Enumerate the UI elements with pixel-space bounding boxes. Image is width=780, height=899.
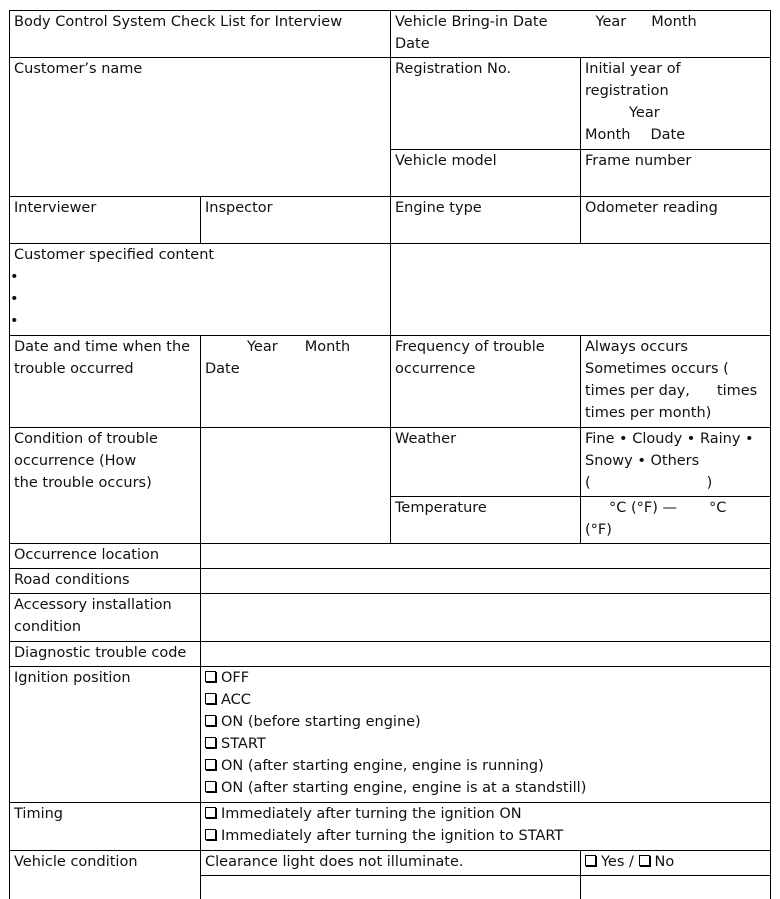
vertical-rule: [580, 850, 581, 899]
interview-checklist-form: [9, 10, 771, 899]
ignition-option[interactable]: START: [205, 733, 766, 755]
customer-name-label: Customer’s name: [14, 61, 143, 77]
horizontal-rule: [9, 850, 771, 851]
interviewer-label: Interviewer: [14, 200, 97, 216]
horizontal-rule: [9, 641, 771, 642]
temperature-to-f: (°F): [585, 522, 612, 538]
trouble-date-label: Date and time when the trouble occurred: [14, 339, 191, 377]
timing-options-cell: [200, 802, 771, 850]
no-label: No: [654, 854, 675, 870]
checkbox-icon[interactable]: [205, 715, 216, 726]
checkbox-icon[interactable]: [205, 807, 216, 818]
temperature-to: °C: [709, 500, 727, 516]
timing-option[interactable]: Immediately after turning the ignition to START: [205, 825, 766, 847]
checkbox-icon[interactable]: [205, 737, 216, 748]
interviewer-cell[interactable]: [9, 196, 200, 243]
ignition-option[interactable]: ACC: [205, 689, 766, 711]
accessory-label-cell: [9, 593, 200, 641]
bring-in-month-label: Month: [651, 14, 697, 30]
trouble-month-label: Month: [304, 339, 351, 355]
horizontal-rule: [9, 802, 771, 803]
temperature-from: °C (°F) —: [609, 500, 677, 516]
vehicle-condition-answer-cell: [580, 850, 771, 875]
bring-in-date-cell[interactable]: [390, 10, 771, 57]
ignition-options-cell: [200, 666, 771, 802]
vehicle-condition-answer-cell-2[interactable]: [580, 875, 771, 899]
ignition-label-cell: [9, 666, 200, 802]
initial-registration-month: Month: [585, 127, 631, 143]
vertical-rule: [770, 10, 771, 899]
frequency-label: Frequency of trouble occurrence: [395, 339, 545, 377]
trouble-date-cell[interactable]: [200, 335, 390, 427]
weather-options: Fine • Cloudy • Rainy • Snowy • Others: [585, 431, 754, 469]
vertical-rule: [390, 10, 391, 543]
engine-type-cell[interactable]: [390, 196, 580, 243]
yes-label: Yes /: [601, 854, 634, 870]
registration-no-cell[interactable]: [390, 57, 580, 149]
occurrence-location-label: Occurrence location: [14, 547, 160, 563]
temperature-label: Temperature: [395, 500, 487, 516]
bring-in-year-label: Year: [595, 14, 627, 30]
vehicle-model-label: Vehicle model: [395, 153, 497, 169]
ignition-option[interactable]: ON (after starting engine, engine is at a standstill): [205, 777, 766, 799]
odometer-label: Odometer reading: [585, 200, 718, 216]
horizontal-rule: [9, 666, 771, 667]
form-title-cell: [9, 10, 390, 57]
trouble-day-label: Date: [205, 361, 240, 377]
trouble-date-label-cell: [9, 335, 200, 427]
checkbox-icon[interactable]: [205, 759, 216, 770]
vehicle-condition-label-cell: [9, 850, 200, 899]
accessory-installation-field[interactable]: [200, 593, 771, 641]
content-bullet: •: [10, 269, 19, 285]
frame-number-label: Frame number: [585, 153, 692, 169]
bring-in-date-label: Vehicle Bring-in Date: [395, 14, 548, 30]
inspector-label: Inspector: [205, 200, 273, 216]
content-bullet: •: [10, 291, 19, 307]
vehicle-condition-item-cell: [200, 850, 580, 875]
diagnostic-code-label: Diagnostic trouble code: [14, 645, 187, 661]
accessory-installation-label: Accessory installation condition: [14, 597, 172, 635]
timing-label-cell: [9, 802, 200, 850]
inspector-cell[interactable]: [200, 196, 390, 243]
initial-registration-label: Initial year of registration: [585, 61, 681, 99]
vertical-rule: [200, 196, 201, 243]
occurrence-location-label-cell: [9, 543, 200, 568]
road-conditions-label: Road conditions: [14, 572, 130, 588]
timing-label: Timing: [14, 806, 63, 822]
horizontal-rule: [9, 543, 771, 544]
vehicle-model-cell[interactable]: [390, 149, 580, 196]
bring-in-day-label: Date: [395, 36, 430, 52]
initial-registration-year: Year: [629, 105, 660, 121]
content-bullet: •: [10, 313, 19, 329]
timing-option[interactable]: Immediately after turning the ignition ON: [205, 803, 766, 825]
horizontal-rule: [9, 568, 771, 569]
clearance-light-item: Clearance light does not illuminate.: [205, 854, 464, 870]
ignition-option[interactable]: ON (before starting engine): [205, 711, 766, 733]
weather-others-close: ): [706, 475, 713, 491]
ignition-option[interactable]: OFF: [205, 667, 766, 689]
frame-number-cell[interactable]: [580, 149, 771, 196]
initial-registration-cell[interactable]: [580, 57, 771, 149]
vertical-rule: [580, 335, 581, 543]
condition-label-cell: [9, 427, 200, 543]
frequency-per-day: times per day,: [585, 383, 690, 399]
checkbox-icon[interactable]: [205, 693, 216, 704]
customer-content-label: Customer specified content: [14, 247, 215, 263]
vertical-rule: [580, 196, 581, 243]
road-conditions-field[interactable]: [200, 568, 771, 593]
vertical-rule: [580, 57, 581, 196]
yes-checkbox-icon[interactable]: [585, 855, 596, 866]
registration-no-label: Registration No.: [395, 61, 512, 77]
vertical-rule: [200, 335, 201, 899]
initial-registration-date: Date: [650, 127, 686, 143]
temperature-label-cell: [390, 496, 580, 543]
customer-name-cell[interactable]: [9, 57, 390, 196]
vertical-rule: [9, 10, 10, 899]
horizontal-rule: [200, 875, 771, 876]
vehicle-condition-label: Vehicle condition: [14, 854, 138, 870]
diagnostic-code-field[interactable]: [200, 641, 771, 666]
diagnostic-code-label-cell: [9, 641, 200, 666]
condition-label: Condition of trouble occurrence (How the trouble occurs): [14, 431, 158, 491]
odometer-cell[interactable]: [580, 196, 771, 243]
no-checkbox-icon[interactable]: [639, 855, 650, 866]
checkbox-icon[interactable]: [205, 829, 216, 840]
temperature-cell[interactable]: [580, 496, 771, 543]
trouble-year-label: Year: [247, 339, 278, 355]
checkbox-icon[interactable]: [205, 671, 216, 682]
frequency-per-month: times per month): [585, 405, 712, 421]
frequency-sometimes: Sometimes occurs (: [585, 361, 729, 377]
form-title: Body Control System Check List for Interview: [14, 14, 343, 30]
road-conditions-label-cell: [9, 568, 200, 593]
frequency-always: Always occurs: [585, 339, 688, 355]
ignition-position-label: Ignition position: [14, 670, 131, 686]
weather-cell[interactable]: [580, 427, 771, 496]
ignition-option[interactable]: ON (after starting engine, engine is running): [205, 755, 766, 777]
weather-label-cell: [390, 427, 580, 496]
condition-cell[interactable]: [200, 427, 390, 543]
occurrence-location-field[interactable]: [200, 543, 771, 568]
checkbox-icon[interactable]: [205, 781, 216, 792]
weather-label: Weather: [395, 431, 457, 447]
weather-others-open: (: [585, 475, 591, 491]
vehicle-condition-item-cell-2[interactable]: [200, 875, 580, 899]
horizontal-rule: [9, 593, 771, 594]
frequency-cell[interactable]: Always occurs Sometimes occurs ( times per day, times times per month): [580, 335, 771, 427]
engine-type-label: Engine type: [395, 200, 482, 216]
frequency-label-cell: [390, 335, 580, 427]
